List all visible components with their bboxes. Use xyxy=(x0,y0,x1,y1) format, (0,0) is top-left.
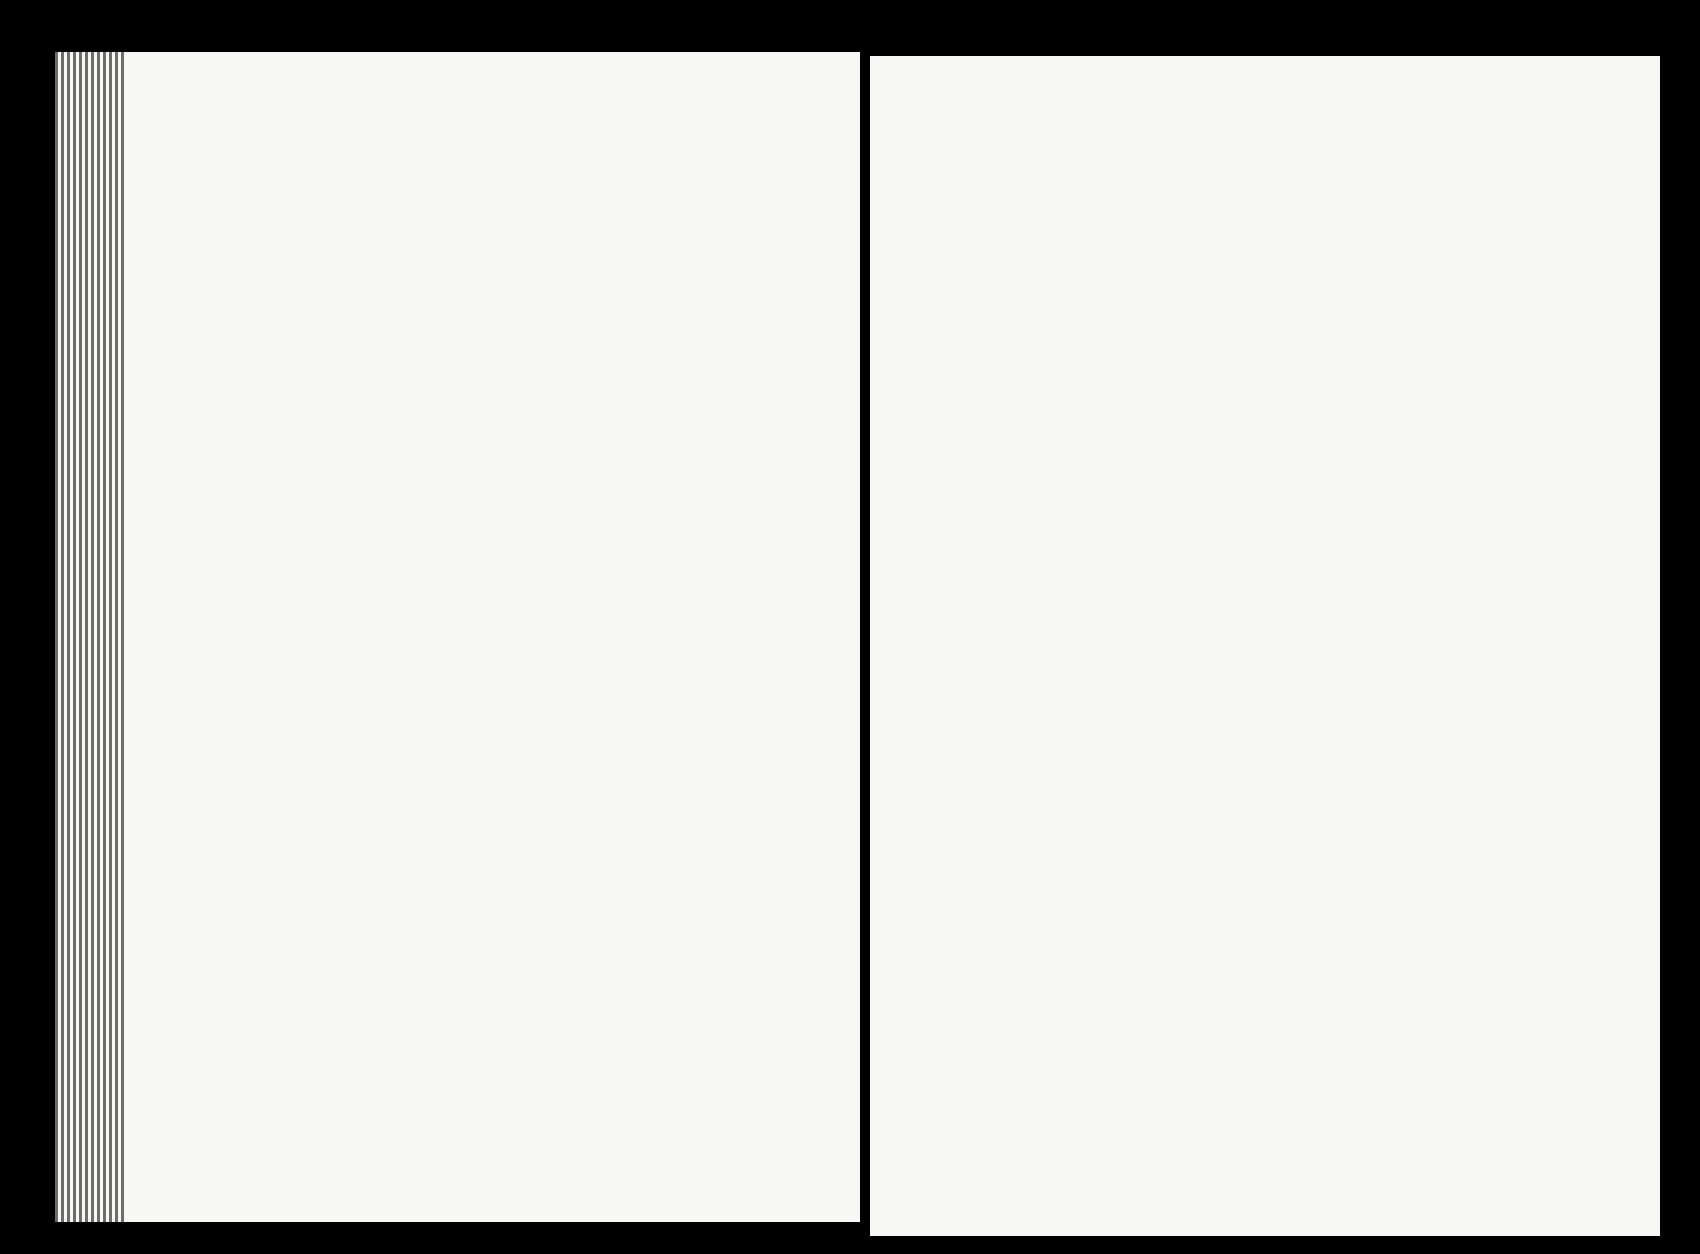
left-ledger-page xyxy=(55,52,860,1222)
left-ruled-grid xyxy=(55,52,860,1222)
right-ruled-grid xyxy=(870,56,1660,1236)
right-ledger-page xyxy=(870,56,1660,1236)
